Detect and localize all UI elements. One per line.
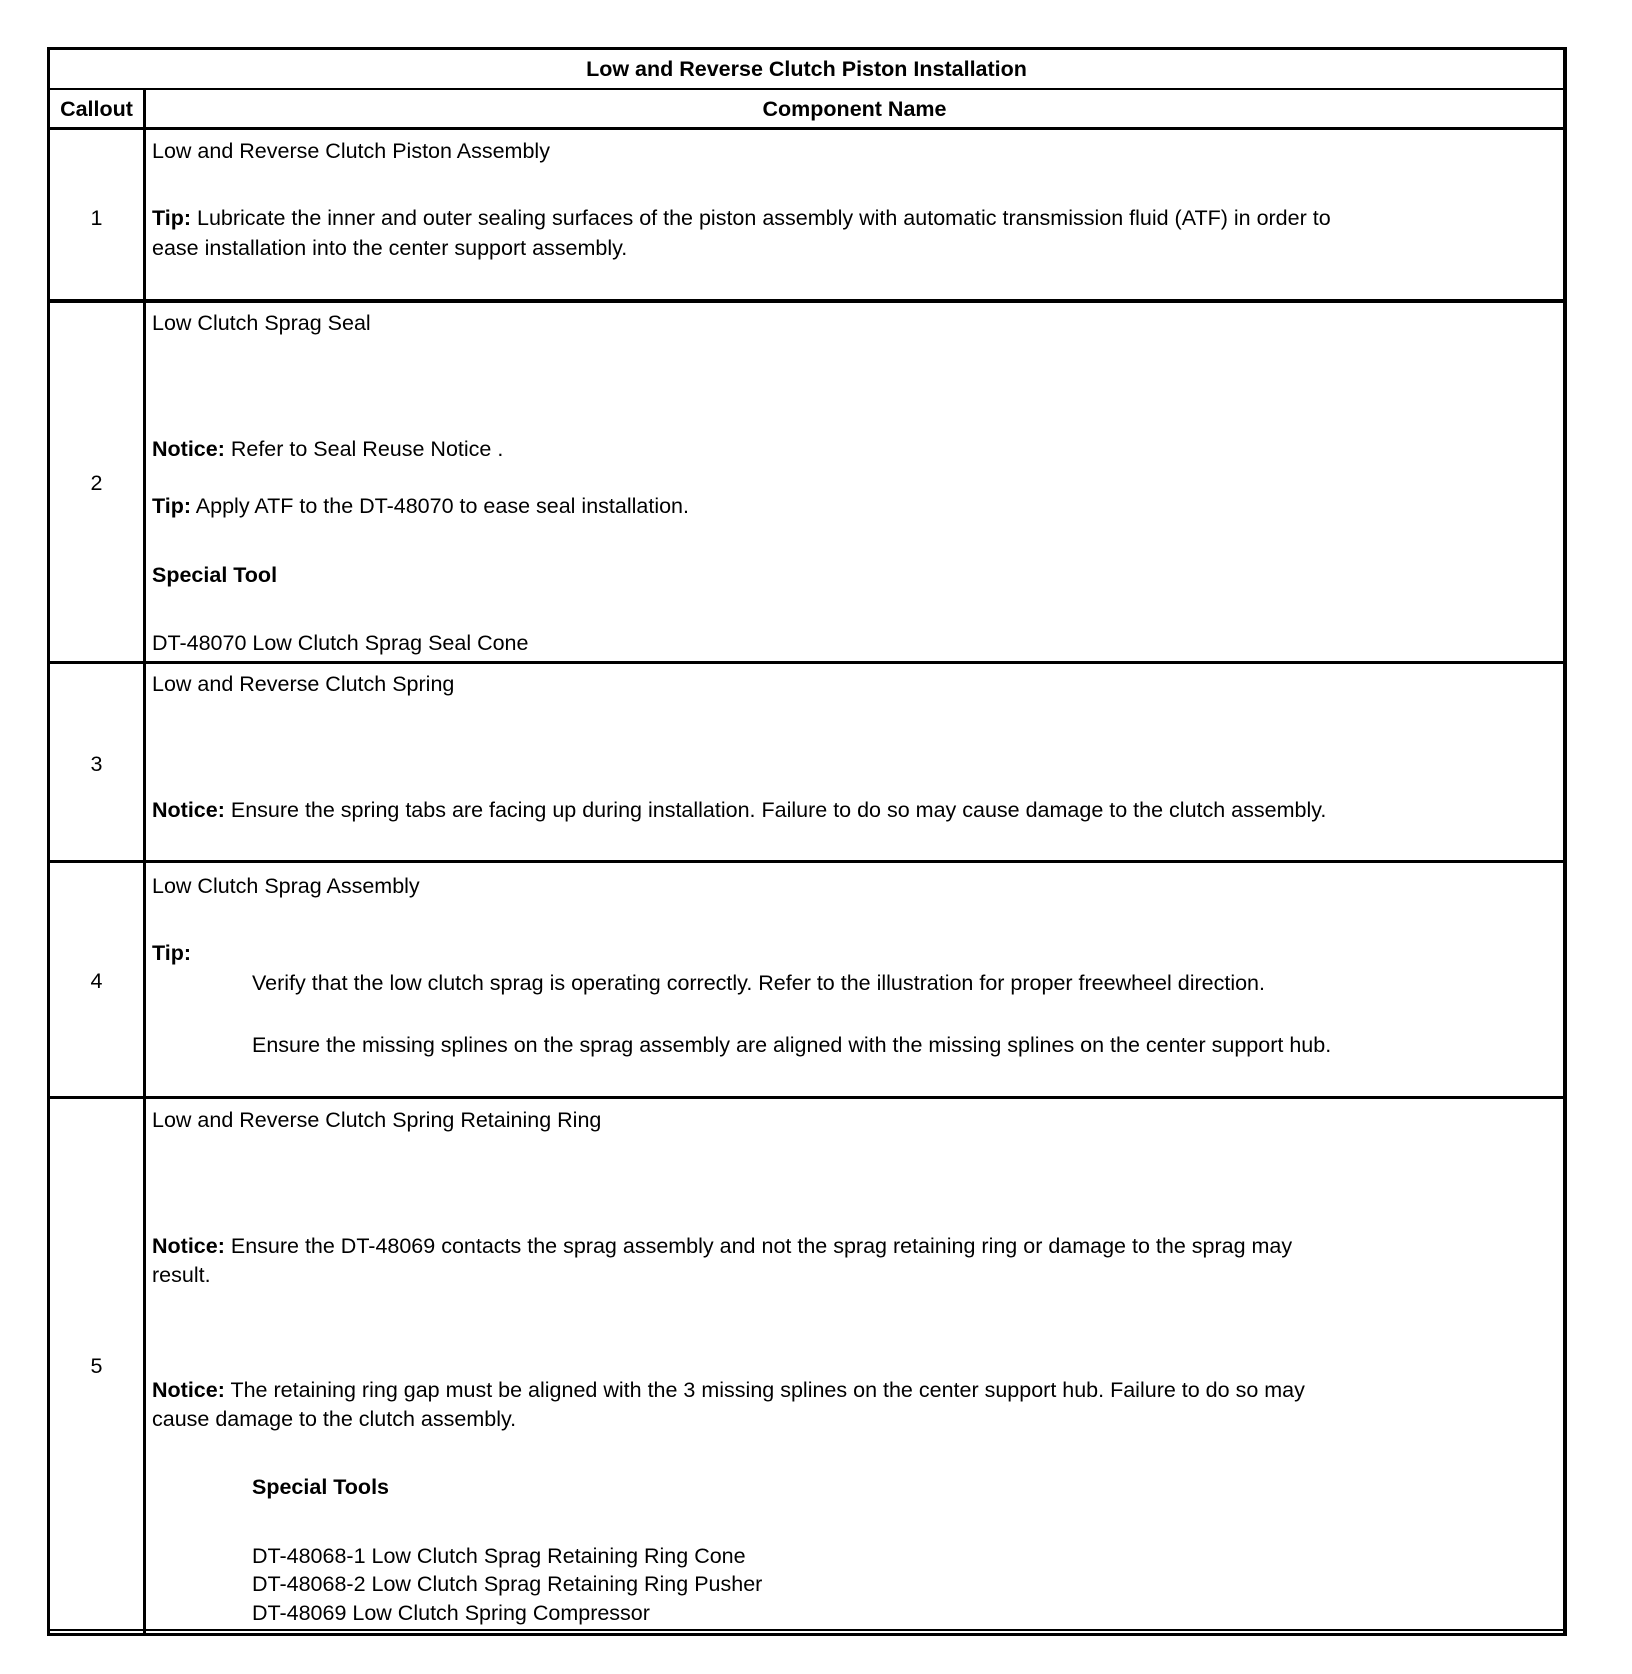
notice-label: Notice: (152, 798, 225, 822)
tip-body: Lubricate the inner and outer sealing surfaces of the piston assembly with automatic transmission fluid (ATF) in order to (191, 206, 1331, 230)
row-divider (47, 88, 1567, 90)
notice-text (152, 434, 503, 464)
row-divider (47, 127, 1567, 130)
special-tool-item: DT-48070 Low Clutch Sprag Seal Cone (152, 631, 529, 655)
notice-text (152, 795, 1326, 825)
table-title: Low and Reverse Clutch Piston Installation (586, 57, 1027, 81)
tip-body: Apply ATF to the DT-48070 to ease seal installation. (191, 494, 689, 518)
special-tool-item: DT-48068-2 Low Clutch Sprag Retaining Ring Pusher (252, 1572, 763, 1596)
tip-label: Tip: (152, 941, 192, 965)
notice-label: Notice: (152, 437, 225, 461)
notice-text-continued: cause damage to the clutch assembly. (152, 1407, 517, 1431)
tip-label: Tip: (152, 206, 192, 230)
table-border-top (47, 47, 1567, 50)
table-border-bottom (47, 1633, 1567, 1636)
notice-text (152, 1375, 1305, 1405)
notice-body: Refer to Seal Reuse Notice . (224, 437, 504, 461)
component-name: Low Clutch Sprag Seal (152, 311, 371, 335)
notice-body: Ensure the DT-48069 contacts the sprag assembly and not the sprag retaining ring or damage to the sprag may (224, 1234, 1293, 1258)
special-tool-item: DT-48068-1 Low Clutch Sprag Retaining Ring Cone (252, 1544, 746, 1568)
table-border-right (1563, 47, 1567, 1635)
callout-number: 4 (90, 969, 103, 993)
tip-label: Tip: (152, 494, 192, 518)
tip-text (152, 491, 689, 521)
row-divider (47, 860, 1567, 863)
component-name: Low and Reverse Clutch Spring Retaining Ring (152, 1108, 602, 1132)
notice-label: Notice: (152, 1378, 225, 1402)
tip-item: Ensure the missing splines on the sprag assembly are aligned with the missing splines on the center support hub. (252, 1033, 1332, 1057)
table-border-bottom (47, 1629, 1567, 1631)
tip-text (152, 203, 1331, 233)
special-tools-heading: Special Tools (252, 1475, 389, 1499)
callout-number: 3 (90, 752, 103, 776)
row-divider (47, 299, 1567, 303)
notice-text (152, 1231, 1292, 1261)
notice-text-continued: result. (152, 1263, 211, 1287)
row-divider (47, 1096, 1567, 1099)
special-tool-heading: Special Tool (152, 563, 278, 587)
row-divider (47, 661, 1567, 664)
tip-item: Verify that the low clutch sprag is operating correctly. Refer to the illustration for proper freewheel direction. (252, 971, 1265, 995)
notice-body: The retaining ring gap must be aligned with the 3 missing splines on the center support hub. Failure to do so may (224, 1378, 1305, 1402)
component-name: Low and Reverse Clutch Spring (152, 672, 455, 696)
callout-number: 1 (90, 206, 103, 230)
tip-text-continued: ease installation into the center support assembly. (152, 236, 628, 260)
component-name: Low and Reverse Clutch Piston Assembly (152, 139, 550, 163)
notice-label: Notice: (152, 1234, 225, 1258)
callout-number: 5 (90, 1354, 103, 1378)
table-border-left (47, 47, 50, 1635)
notice-body: Ensure the spring tabs are facing up during installation. Failure to do so may cause damage to the clutch assembly. (224, 798, 1327, 822)
header-callout: Callout (60, 97, 133, 121)
header-component-name: Component Name (762, 97, 947, 121)
component-name: Low Clutch Sprag Assembly (152, 874, 420, 898)
special-tool-item: DT-48069 Low Clutch Spring Compressor (252, 1601, 650, 1625)
callout-number: 2 (90, 471, 103, 495)
